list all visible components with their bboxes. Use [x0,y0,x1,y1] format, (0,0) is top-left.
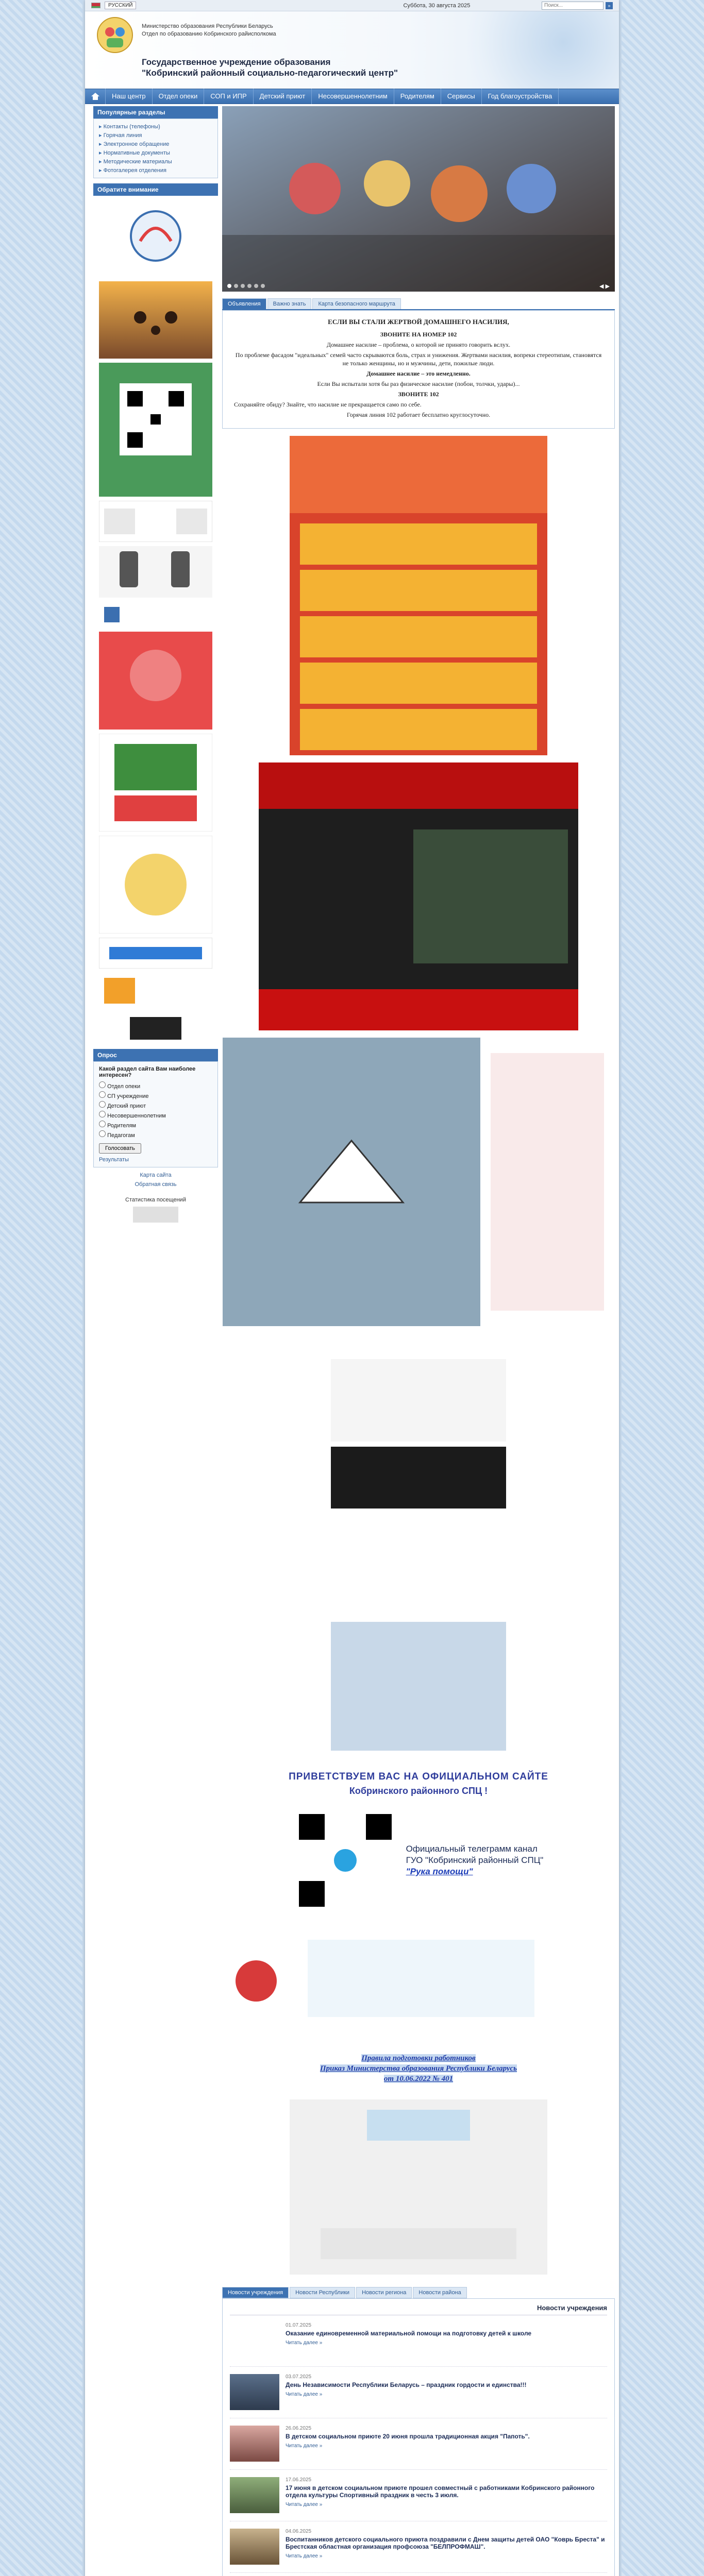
telegram-line1: Официальный телеграмм канал [406,1844,538,1854]
nav-item-parents[interactable]: Родителям [394,89,441,104]
vote-button[interactable]: Голосовать [99,1143,141,1154]
banner-warning[interactable] [99,501,212,542]
poll-option[interactable]: Несовершеннолетним [99,1111,212,1119]
news-thumb [230,2374,279,2410]
sidebar-item-docs[interactable]: ▸ Нормативные документы [99,148,212,157]
sidebar-item-appeal[interactable]: ▸ Электронное обращение [99,140,212,148]
news-more-link[interactable]: Читать далее » [286,2392,323,2397]
nav-item-shelter[interactable]: Детский приют [254,89,312,104]
sitemap-link[interactable]: Карта сайта [140,1172,172,1178]
news-title[interactable]: День Независимости Республики Беларусь – праздник гордости и единства!!! [286,2381,527,2388]
slider-dot[interactable] [227,284,231,288]
banner-youth[interactable] [99,602,212,628]
news-thumb [230,2426,279,2462]
counter-badge[interactable] [133,1207,178,1223]
news-date: 17.06.2025 [286,2477,312,2483]
main-nav [85,89,619,104]
welcome-line2: Кобринского районного СПЦ ! [349,1786,488,1796]
welcome-line1: ПРИВЕТСТВУЕМ ВАС НА ОФИЦИАЛЬНОМ САЙТЕ [289,1771,548,1782]
poll-results-link[interactable]: Результаты [99,1157,129,1163]
sidebar [93,106,218,1226]
telegram-line2: ГУО "Кобринский районный СПЦ" [406,1855,544,1865]
info-tabs [222,298,615,310]
article-paragraph: Если Вы испытали хотя бы раз физическое насилие (побои, толчки, удары)... [317,380,520,387]
poll-option[interactable]: Детский приют [99,1101,212,1109]
main-content [222,106,615,2576]
poll-box [93,1061,218,1167]
telegram-qr[interactable] [294,1809,397,1912]
news-more-link[interactable]: Читать далее » [286,2553,323,2559]
popular-box [93,118,218,178]
article-paragraph: Сохраняйте обиду? Знайте, что насилие не прекращается само по себе. [234,401,422,408]
sidebar-item-contacts[interactable]: ▸ Контакты (телефоны) [99,122,212,131]
slider-dot[interactable] [234,284,238,288]
article-title: ЕСЛИ ВЫ СТАЛИ ЖЕРТВОЙ ДОМАШНЕГО НАСИЛИЯ, [328,318,509,326]
article-paragraph: Горячая линия 102 работает бесплатно круглосуточно. [346,411,491,418]
tab-safe-route[interactable]: Карта безопасного маршрута [312,298,400,309]
language-select[interactable]: РУССКИЙ [105,2,136,9]
poll-title: Опрос [93,1049,218,1061]
sidebar-item-methods[interactable]: ▸ Методические материалы [99,157,212,166]
org-name: "Кобринский районный социально-педагогический центр" [142,68,398,78]
page [85,0,619,2576]
news-item[interactable] [230,2521,607,2573]
news-date: 04.06.2025 [286,2529,312,2534]
banner-family[interactable] [99,281,212,359]
poll-option[interactable]: Родителям [99,1121,212,1129]
tab-news-region[interactable]: Новости региона [356,2287,412,2298]
article-paragraph: По проблеме фасадом "идеальных" семей часто скрываются боль, страх и унижения. Жертвами насилия, вопреки стереотипам, становятся не только женщины, но и мужчины, дети, пожилые люди. [235,351,602,367]
current-date: Суббота, 30 августа 2025 [403,2,471,9]
slider-dot[interactable] [241,284,245,288]
nav-item-guardianship[interactable]: Отдел опеки [153,89,205,104]
search-button[interactable]: » [606,2,613,9]
banner-kids[interactable] [99,836,212,934]
slider-dot[interactable] [261,284,265,288]
poll-option[interactable]: Педагогам [99,1130,212,1139]
rules-link[interactable]: Правила подготовки работников Приказ Министерства образования Республики Беларусь от 10.06.2022 № 401 [320,2054,517,2083]
banner-safe-childhood[interactable] [99,973,212,1009]
department-text: Отдел по образованию Кобринского райисполкома [142,31,276,37]
news-title[interactable]: Воспитанников детского социального приюта поздравили с Днем защиты детей ОАО "Коврь Бреста" и Брестская областная организация профсоюза "БЕЛПРОФМАШ". [286,2536,605,2550]
news-thumb [230,2477,279,2513]
sidebar-item-hotline[interactable]: ▸ Горячая линия [99,131,212,140]
news-tabs [222,2287,615,2298]
news-item[interactable] [230,2367,607,2418]
tab-announcements[interactable]: Объявления [222,298,266,309]
news-more-link[interactable]: Читать далее » [286,2502,323,2507]
slider-dots [227,284,265,288]
banner-phones[interactable] [99,546,212,598]
search-input[interactable] [542,2,604,10]
tab-news-institution[interactable]: Новости учреждения [222,2287,289,2298]
poster-adoption[interactable] [300,1333,537,1761]
news-title[interactable]: В детском социальном приюте 20 июня прошла традиционная акция "Папоть". [286,2433,530,2440]
ministry-text: Министерство образования Республики Беларусь [142,23,273,29]
sidebar-item-gallery[interactable]: ▸ Фотогалерея отделения [99,166,212,175]
feedback-link[interactable]: Обратная связь [135,1181,177,1188]
tab-news-district[interactable]: Новости района [413,2287,466,2298]
news-date: 26.06.2025 [286,2426,312,2431]
article-phone: ЗВОНИТЕ 102 [398,391,439,398]
news-thumb [230,2323,279,2359]
poll-question: Какой раздел сайта Вам наиболее интересен? [99,1066,196,1078]
news-item[interactable] [230,2315,607,2367]
popular-title: Популярные разделы [93,106,218,118]
poster-family-needed[interactable] [223,1038,614,1326]
banner-effor[interactable] [99,938,212,969]
news-item[interactable] [230,2418,607,2470]
tab-news-republic[interactable]: Новости Республики [290,2287,355,2298]
logo-icon[interactable] [96,16,133,54]
news-title[interactable]: 17 июня в детском социальном приюте прошел совместный с работниками Кобринского районного отдела культуры Спортивный праздник в честь 3 июля. [286,2484,595,2499]
slider-dot[interactable] [247,284,252,288]
news-item[interactable] [230,2470,607,2521]
banner-qr[interactable] [99,363,212,497]
nav-item-center[interactable]: Наш центр [106,89,153,104]
telegram-block [222,1809,615,1912]
site-header [85,11,619,89]
banner-stop[interactable] [99,1013,212,1044]
article-paragraph: Домашнее насилие – проблема, о которой не принято говорить вслух. [326,341,511,348]
poll-option[interactable]: СП учреждение [99,1091,212,1099]
nav-item-year[interactable]: Год благоустройства [482,89,559,104]
poster-5-steps[interactable] [290,436,547,755]
news-title[interactable]: Оказание единовременной материальной помощи на подготовку детей к школе [286,2330,532,2337]
org-title: Государственное учреждение образования [142,57,331,67]
banner-1[interactable] [99,200,212,277]
news-box [222,2298,615,2576]
news-date: 03.07.2025 [286,2374,312,2380]
article-subtitle: ЗВОНИТЕ НА НОМЕР 102 [380,331,457,338]
nav-item-sop[interactable]: СОП и ИПР [204,89,253,104]
poll-option[interactable]: Отдел опеки [99,1081,212,1090]
slider-pager[interactable]: ◀ ▶ [599,283,610,290]
slider-dot[interactable] [254,284,258,288]
banner-year-2025[interactable] [99,734,212,832]
header-decoration [433,11,619,89]
top-bar [85,0,619,11]
news-more-link[interactable]: Читать далее » [286,2340,323,2346]
telegram-link[interactable]: "Рука помощи" [406,1867,473,1876]
poster-parents[interactable] [259,762,578,1030]
photo-slider[interactable] [222,106,615,292]
attention-title: Обратите внимание [93,183,218,196]
news-thumb [230,2529,279,2565]
news-heading: Новости учреждения [230,2304,607,2315]
news-more-link[interactable]: Читать далее » [286,2443,323,2449]
article-paragraph: Домашнее насилие – это немедленно. [366,370,471,377]
banner-pomogut[interactable] [290,2099,547,2275]
announcement-article [222,310,615,429]
banner-orientir[interactable] [225,1924,612,2038]
news-date: 01.07.2025 [286,2323,312,2328]
nav-item-minors[interactable]: Несовершеннолетним [312,89,394,104]
home-icon[interactable] [85,89,106,104]
flag-icon [91,3,100,8]
counter-label: Статистика посещений [125,1197,186,1203]
tab-important[interactable]: Важно знать [267,298,312,309]
nav-item-services[interactable]: Сервисы [441,89,482,104]
banner-red[interactable] [99,632,212,730]
